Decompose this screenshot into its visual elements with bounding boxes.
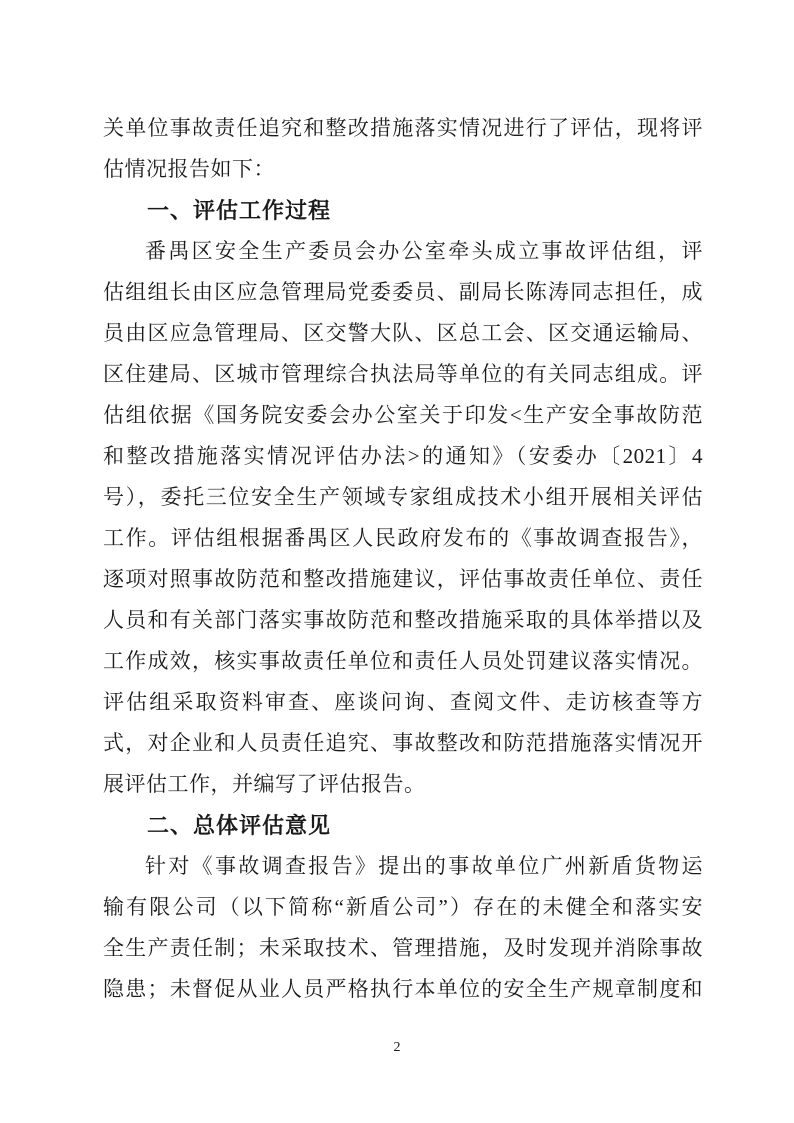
body-line: 估情况报告如下： <box>103 157 275 181</box>
body-line: 工作成效，核实事故责任单位和责任人员处罚建议落实情况。 <box>103 649 703 673</box>
body-line: 全生产责任制；未采取技术、管理措施，及时发现并消除事故 <box>103 936 703 960</box>
body-line: 工作。评估组根据番禺区人民政府发布的《事故调查报告》， <box>103 526 703 550</box>
body-line: 员由区应急管理局、区交警大队、区总工会、区交通运输局、 <box>103 321 703 345</box>
body-line: 评估组采取资料审查、座谈问询、查阅文件、走访核查等方 <box>103 690 703 714</box>
body-line: 关单位事故责任追究和整改措施落实情况进行了评估，现将评 <box>103 116 703 140</box>
section-heading-1: 一、评估工作过程 <box>147 198 332 223</box>
body-line: 式，对企业和人员责任追究、事故整改和防范措施落实情况开 <box>103 731 703 755</box>
body-line: 和整改措施落实情况评估办法>的通知》（安委办〔2021〕4 <box>103 444 703 468</box>
body-line: 区住建局、区城市管理综合执法局等单位的有关同志组成。评 <box>103 362 703 386</box>
body-line: 估组依据《国务院安委会办公室关于印发<生产安全事故防范 <box>103 403 703 427</box>
body-line: 号），委托三位安全生产领域专家组成技术小组开展相关评估 <box>103 485 703 509</box>
body-line: 针对《事故调查报告》提出的事故单位广州新盾货物运 <box>145 854 703 878</box>
section-heading-2: 二、总体评估意见 <box>147 813 332 838</box>
page-number: 2 <box>393 1040 401 1055</box>
body-line: 人员和有关部门落实事故防范和整改措施采取的具体举措以及 <box>103 608 703 632</box>
body-line: 输有限公司（以下简称“新盾公司”）存在的未健全和落实安 <box>103 895 703 919</box>
body-line: 逐项对照事故防范和整改措施建议，评估事故责任单位、责任 <box>103 567 703 591</box>
document-body <box>103 108 703 1010</box>
body-line: 隐患；未督促从业人员严格执行本单位的安全生产规章制度和 <box>103 977 703 1001</box>
body-line: 估组组长由区应急管理局党委委员、副局长陈涛同志担任，成 <box>103 280 703 304</box>
body-line: 展评估工作，并编写了评估报告。 <box>103 772 426 796</box>
body-line: 番禺区安全生产委员会办公室牵头成立事故评估组，评 <box>145 239 703 263</box>
